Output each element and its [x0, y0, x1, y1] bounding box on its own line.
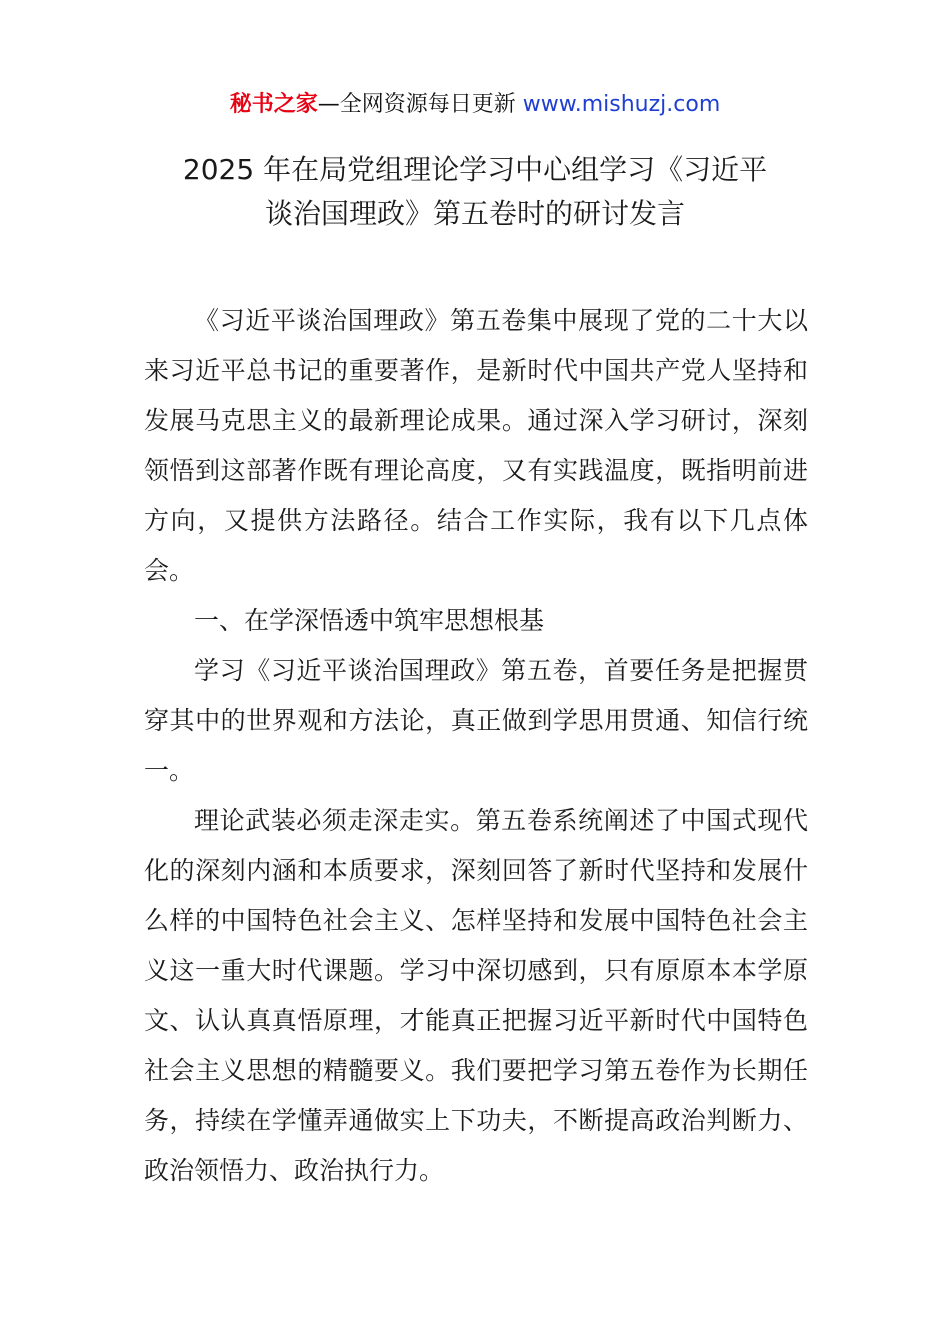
section-heading-1: 一、在学深悟透中筑牢思想根基: [194, 606, 545, 635]
title-line-2: 谈治国理政》第五卷时的研讨发言: [264, 197, 685, 230]
document-title: [140, 148, 810, 236]
title-line-1: 2025 年在局党组理论学习中心组学习《习近平: [182, 153, 768, 186]
site-header: [0, 90, 950, 120]
document-body: [144, 296, 808, 1196]
paragraph-intro: 《习近平谈治国理政》第五卷集中展现了党的二十大以来习近平总书记的重要著作，是新时代中国共产党人坚持和发展马克思主义的最新理论成果。通过深入学习研讨，深刻领悟到这部著作既有理论高度，又有实践温度，既指明前进方向，又提供方法路径。结合工作实际，我有以下几点体会。: [144, 306, 808, 585]
brand-name: 秘书之家: [229, 92, 318, 117]
paragraph-3: 理论武装必须走深走实。第五卷系统阐述了中国式现代化的深刻内涵和本质要求，深刻回答了新时代坚持和发展什么样的中国特色社会主义、怎样坚持和发展中国特色社会主义这一重大时代课题。学习中深切感到，只有原原本本学原文、认认真真悟原理，才能真正把握习近平新时代中国特色社会主义思想的精髓要义。我们要把学习第五卷作为长期任务，持续在学懂弄通做实上下功夫，不断提高政治判断力、政治领悟力、政治执行力。: [144, 806, 808, 1185]
site-url-link[interactable]: www.mishuzj.com: [522, 92, 721, 117]
paragraph-2: 学习《习近平谈治国理政》第五卷，首要任务是把握贯穿其中的世界观和方法论，真正做到学思用贯通、知信行统一。: [144, 656, 808, 785]
header-tagline: —全网资源每日更新: [317, 92, 516, 117]
